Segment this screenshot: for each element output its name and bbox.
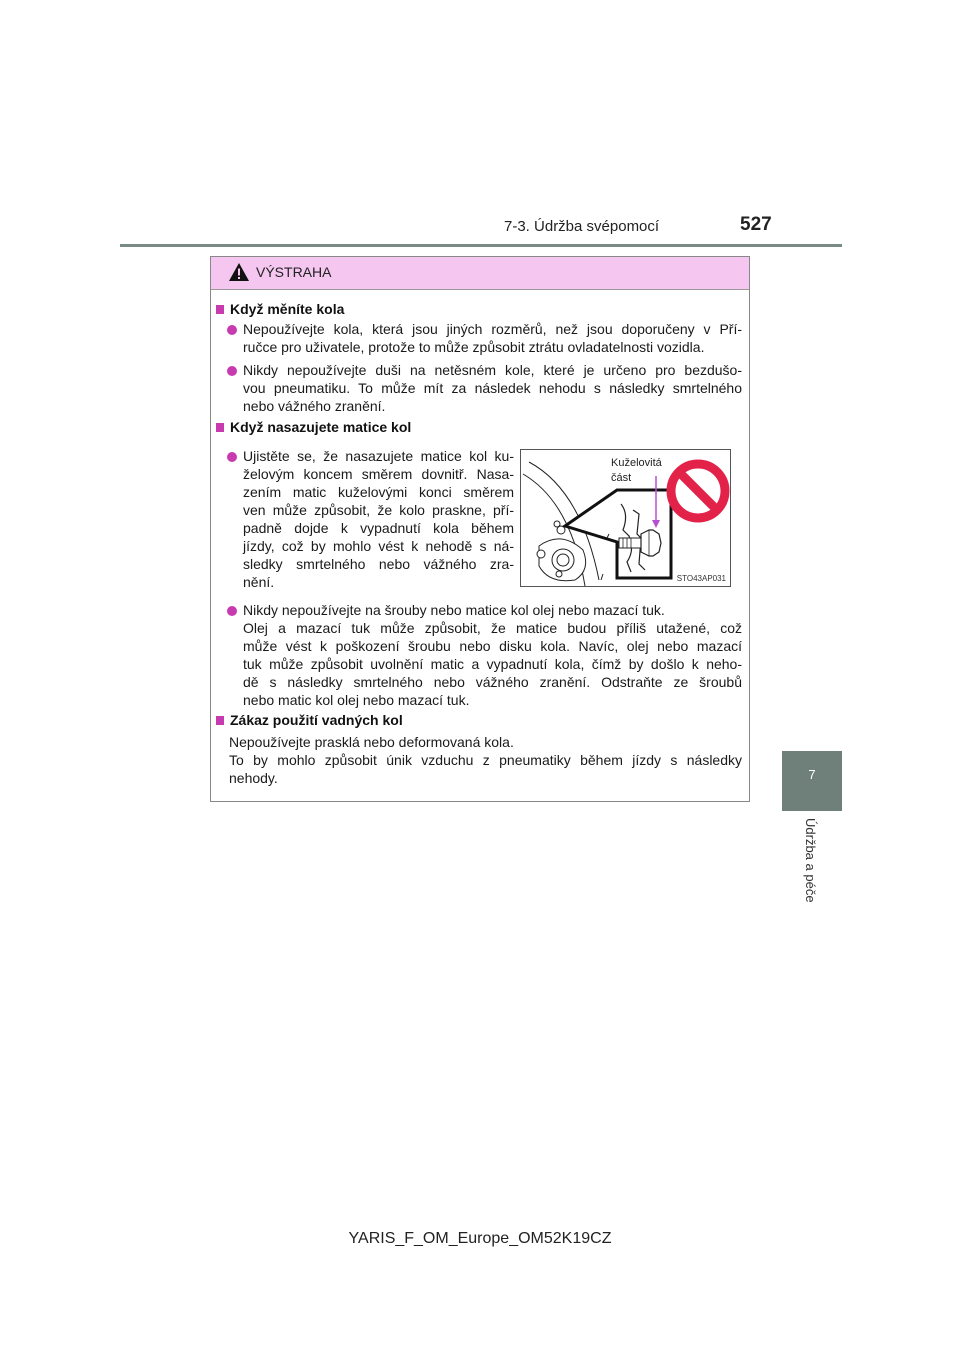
- warning-triangle-icon: [228, 262, 250, 282]
- header-rule: [120, 244, 842, 247]
- warning-title: VÝSTRAHA: [256, 264, 332, 280]
- figure-code: STO43AP031: [676, 574, 726, 583]
- page-number: 527: [740, 214, 772, 235]
- section-heading: Když nasazujete matice kol: [216, 419, 411, 435]
- section-marker-icon: [216, 423, 224, 432]
- cone-label: Kuželovitá část: [611, 457, 662, 484]
- chapter-label: Údržba a péče: [803, 818, 818, 903]
- warning-paragraph: Nepoužívejte kola, která jsou jiných rozměrů, než jsou doporučeny v Pří- ručce pro uživatele, protože to může způsobit ztrátu ovladatelnosti vozidla.: [243, 321, 742, 355]
- wheel-nut-figure: [520, 449, 731, 587]
- warning-header: [211, 257, 749, 290]
- section-title: 7-3. Údržba svépomocí: [504, 218, 660, 235]
- section-heading: Když měníte kola: [216, 301, 344, 317]
- section-marker-icon: [216, 716, 224, 725]
- warning-paragraph: Ujistěte se, že nasazujete matice kol ku- želovým koncem směrem dovnitř. Nasa- zením matic kuželovými konci směrem ven může způsobit, že kolo praskne, pří- padně dojde k vypadnutí kola během jízdy, což by mohlo vést k nehodě s ná- sledky smrtelného nebo vážného zra- nění.: [243, 448, 514, 590]
- warning-paragraph: Nepoužívejte prasklá nebo deformovaná kola. To by mohlo způsobit únik vzduchu z pneumatiky během jízdy s následky nehody.: [229, 734, 742, 786]
- section-marker-icon: [216, 305, 224, 314]
- bullet-icon: [227, 452, 237, 462]
- bullet-icon: [227, 325, 237, 335]
- bullet-icon: [227, 606, 237, 616]
- footer-doc-id: YARIS_F_OM_Europe_OM52K19CZ: [348, 1230, 612, 1247]
- bullet-icon: [227, 366, 237, 376]
- section-heading: Zákaz použití vadných kol: [216, 712, 403, 728]
- warning-paragraph: Nikdy nepoužívejte duši na netěsném kole, které je určeno pro bezdušo- vou pneumatiku. To může mít za následek nehodu s následky smrtelného nebo vážného zranění.: [243, 362, 742, 414]
- prohibition-icon: [665, 458, 731, 524]
- chapter-tab[interactable]: 7: [782, 751, 842, 811]
- warning-paragraph: Nikdy nepoužívejte na šrouby nebo matice kol olej nebo mazací tuk. Olej a mazací tuk může způsobit, že matice budou příliš utažené, což může vést k poškození šroubu nebo disku kola. Navíc, olej nebo mazací tuk může způsobit uvolnění matic a vypadnutí kola, čímž by došlo k neho- dě s následky smrtelného nebo vážného zranění. Odstraňte ze šroubů nebo matic kol olej nebo mazací tuk.: [243, 602, 742, 708]
